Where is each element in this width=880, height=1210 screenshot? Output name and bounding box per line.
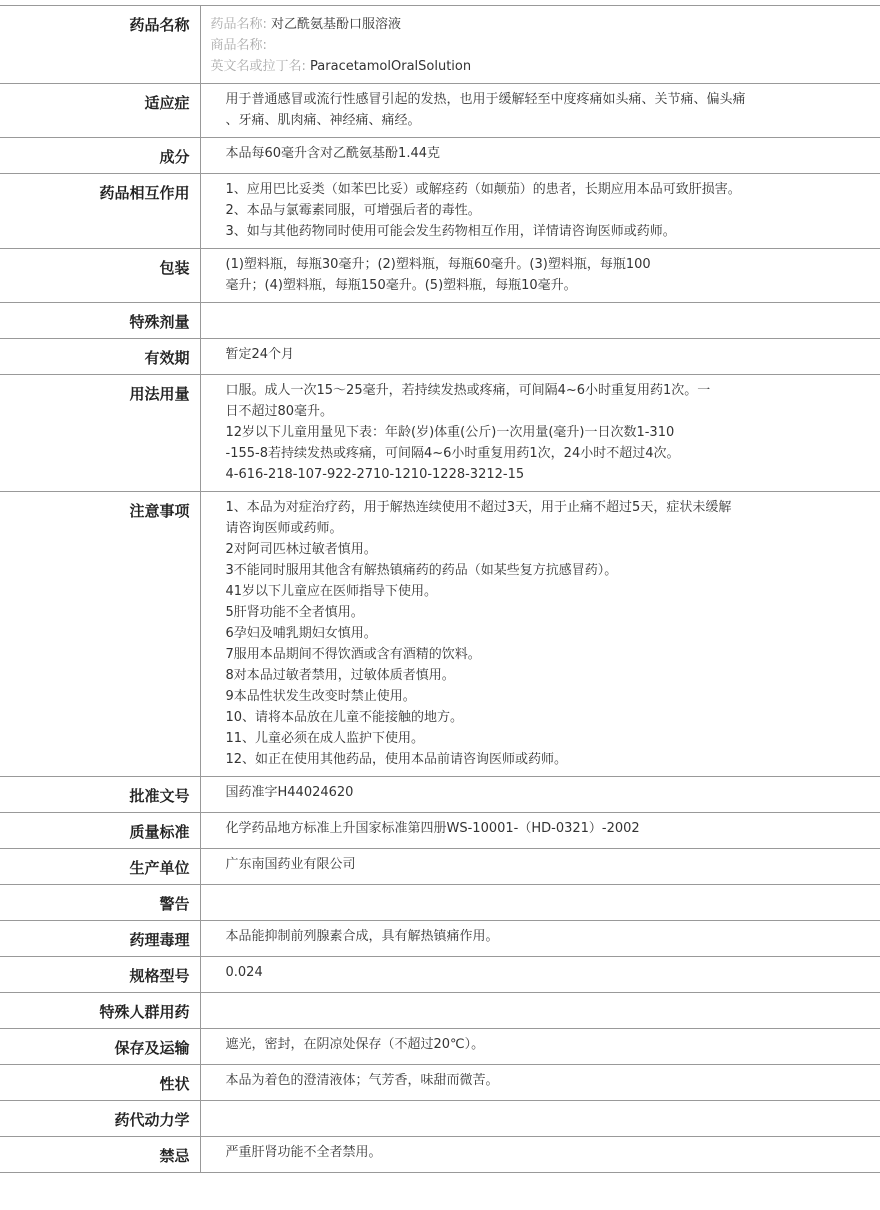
row-label-pharmacokinetics: 药代动力学 xyxy=(0,1101,200,1137)
row-value-appearance xyxy=(200,1065,880,1101)
text-line: 广东南国药业有限公司 xyxy=(225,857,356,872)
drug-info-body xyxy=(0,6,880,1173)
row-interactions xyxy=(0,174,880,249)
row-warning xyxy=(0,885,880,921)
row-value-special_dosage xyxy=(200,303,880,339)
row-package xyxy=(0,249,880,303)
text-line: 日不超过80毫升。 xyxy=(225,404,334,419)
english-name-row xyxy=(211,56,871,77)
text-line: 2、本品与氯霉素同服，可增强后者的毒性。 xyxy=(225,203,481,218)
generic-name-value: 对乙酰氨基酚口服溶液 xyxy=(271,17,402,32)
row-label-special_dosage: 特殊剂量 xyxy=(0,303,200,339)
row-value-package xyxy=(200,249,880,303)
row-special_population xyxy=(0,993,880,1029)
text-line: 1、应用巴比妥类（如苯巴比妥）或解痉药（如颠茄）的患者，长期应用本品可致肝损害。 xyxy=(225,182,741,197)
row-value-ingredients xyxy=(200,138,880,174)
text-line: 9本品性状发生改变时禁止使用。 xyxy=(225,689,416,704)
row-value-validity xyxy=(200,339,880,375)
row-label-standard: 质量标准 xyxy=(0,813,200,849)
english-name-label: 英文名或拉丁名: xyxy=(210,59,306,74)
text-line: 12岁以下儿童用量见下表：年龄(岁)体重(公斤)一次用量(毫升)一日次数1-310 xyxy=(225,425,675,440)
text-line: 11、儿童必须在成人监护下使用。 xyxy=(225,731,425,746)
row-label-manufacturer: 生产单位 xyxy=(0,849,200,885)
row-label-validity: 有效期 xyxy=(0,339,200,375)
row-label-pharmacology: 药理毒理 xyxy=(0,921,200,957)
row-value-warning xyxy=(200,885,880,921)
generic-name-row xyxy=(211,14,871,35)
row-label-special_population: 特殊人群用药 xyxy=(0,993,200,1029)
row-value-spec xyxy=(200,957,880,993)
row-value-contraindications xyxy=(200,1137,880,1173)
drug-info-table xyxy=(0,5,880,1173)
row-label-interactions: 药品相互作用 xyxy=(0,174,200,249)
row-standard xyxy=(0,813,880,849)
text-line: (1)塑料瓶，每瓶30毫升；(2)塑料瓶，每瓶60毫升。(3)塑料瓶，每瓶100 xyxy=(225,257,651,272)
text-line: 遮光，密封，在阴凉处保存（不超过20℃）。 xyxy=(225,1037,485,1052)
text-line: 本品能抑制前列腺素合成，具有解热镇痛作用。 xyxy=(225,929,499,944)
text-line: 请咨询医师或药师。 xyxy=(225,521,343,536)
row-label-usage: 用法用量 xyxy=(0,375,200,492)
text-line: 8对本品过敏者禁用，过敏体质者慎用。 xyxy=(225,668,455,683)
text-line: 10、请将本品放在儿童不能接触的地方。 xyxy=(225,710,464,725)
row-value-precautions xyxy=(200,492,880,777)
row-label-contraindications: 禁忌 xyxy=(0,1137,200,1173)
row-value-usage xyxy=(200,375,880,492)
row-manufacturer xyxy=(0,849,880,885)
text-line: 暂定24个月 xyxy=(225,347,295,362)
text-line: 口服。成人一次15～25毫升，若持续发热或疼痛，可间隔4~6小时重复用药1次。一 xyxy=(225,383,711,398)
row-value-pharmacology xyxy=(200,921,880,957)
drug-name-cell xyxy=(200,6,880,84)
text-line: 、牙痛、肌肉痛、神经痛、痛经。 xyxy=(225,113,421,128)
text-line: 12、如正在使用其他药品，使用本品前请咨询医师或药师。 xyxy=(225,752,568,767)
row-spec xyxy=(0,957,880,993)
row-label-approval: 批准文号 xyxy=(0,777,200,813)
row-label-spec: 规格型号 xyxy=(0,957,200,993)
text-line: 毫升；(4)塑料瓶，每瓶150毫升。(5)塑料瓶，每瓶10毫升。 xyxy=(225,278,577,293)
trade-name-row xyxy=(211,35,871,56)
row-label-storage: 保存及运输 xyxy=(0,1029,200,1065)
row-value-pharmacokinetics xyxy=(200,1101,880,1137)
row-value-standard xyxy=(200,813,880,849)
row-storage xyxy=(0,1029,880,1065)
row-label-appearance: 性状 xyxy=(0,1065,200,1101)
text-line: 严重肝肾功能不全者禁用。 xyxy=(225,1145,382,1160)
row-pharmacokinetics xyxy=(0,1101,880,1137)
text-line: 国药准字H44024620 xyxy=(225,785,354,800)
row-ingredients xyxy=(0,138,880,174)
row-appearance xyxy=(0,1065,880,1101)
row-value-storage xyxy=(200,1029,880,1065)
row-pharmacology xyxy=(0,921,880,957)
text-line: 用于普通感冒或流行性感冒引起的发热，也用于缓解轻至中度疼痛如头痛、关节痛、偏头痛 xyxy=(225,92,746,107)
row-label-ingredients: 成分 xyxy=(0,138,200,174)
generic-name-label: 药品名称: xyxy=(210,17,267,32)
row-contraindications xyxy=(0,1137,880,1173)
text-line: 3、如与其他药物同时使用可能会发生药物相互作用，详情请咨询医师或药师。 xyxy=(225,224,676,239)
row-value-special_population xyxy=(200,993,880,1029)
row-validity xyxy=(0,339,880,375)
row-approval xyxy=(0,777,880,813)
row-precautions xyxy=(0,492,880,777)
text-line: 7服用本品期间不得饮酒或含有酒精的饮料。 xyxy=(225,647,481,662)
text-line: 2对阿司匹林过敏者慎用。 xyxy=(225,542,377,557)
text-line: 1、本品为对症治疗药，用于解热连续使用不超过3天，用于止痛不超过5天，症状未缓解 xyxy=(225,500,732,515)
text-line: 41岁以下儿童应在医师指导下使用。 xyxy=(225,584,438,599)
text-line: 5肝肾功能不全者慎用。 xyxy=(225,605,364,620)
row-value-interactions xyxy=(200,174,880,249)
text-line: 本品每60毫升含对乙酰氨基酚1.44克 xyxy=(225,146,440,161)
row-value-approval xyxy=(200,777,880,813)
row-value-manufacturer xyxy=(200,849,880,885)
trade-name-label: 商品名称: xyxy=(210,38,267,53)
row-label-drug-name: 药品名称 xyxy=(0,6,200,84)
text-line: 3不能同时服用其他含有解热镇痛药的药品（如某些复方抗感冒药）。 xyxy=(225,563,618,578)
text-line: 本品为着色的澄清液体；气芳香，味甜而微苦。 xyxy=(225,1073,499,1088)
text-line: 4-616-218-107-922-2710-1210-1228-3212-15 xyxy=(225,467,525,482)
text-line: 0.024 xyxy=(225,965,263,980)
english-name-value: ParacetamolOralSolution xyxy=(310,59,472,74)
row-usage xyxy=(0,375,880,492)
row-special_dosage xyxy=(0,303,880,339)
row-label-indication: 适应症 xyxy=(0,84,200,138)
row-value-indication xyxy=(200,84,880,138)
text-line: 6孕妇及哺乳期妇女慎用。 xyxy=(225,626,377,641)
row-label-package: 包装 xyxy=(0,249,200,303)
drug-info-sheet xyxy=(0,5,880,1173)
row-indication xyxy=(0,84,880,138)
text-line: 化学药品地方标准上升国家标准第四册WS-10001-（HD-0321）-2002 xyxy=(225,821,640,836)
text-line: -155-8若持续发热或疼痛，可间隔4~6小时重复用药1次，24小时不超过4次。 xyxy=(225,446,680,461)
row-label-warning: 警告 xyxy=(0,885,200,921)
row-label-precautions: 注意事项 xyxy=(0,492,200,777)
row-drug-name xyxy=(0,6,880,84)
